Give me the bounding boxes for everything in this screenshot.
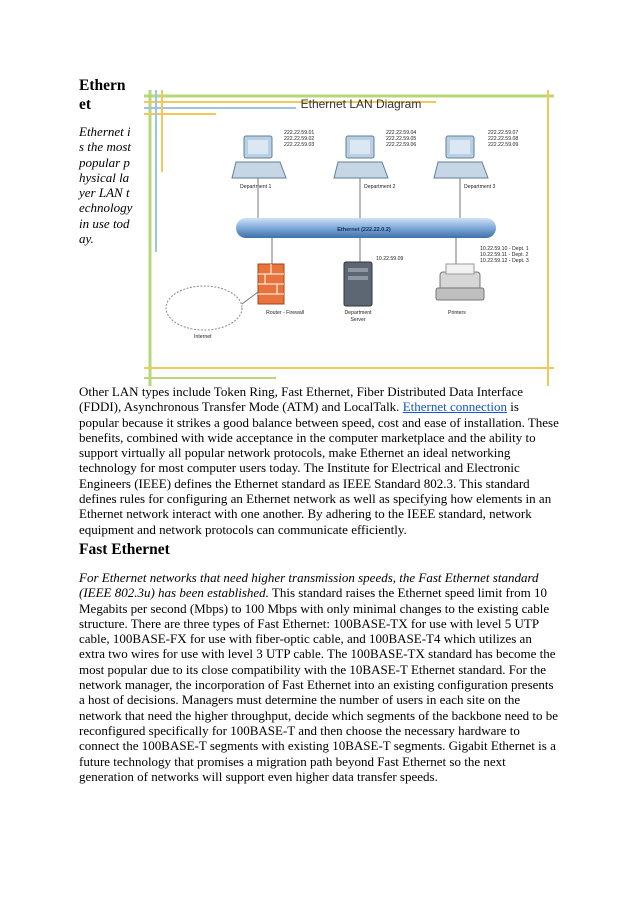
dept1-ip-1: 222.22.59.01 bbox=[284, 130, 315, 136]
dept2-ip-3: 222.22.59.06 bbox=[386, 142, 417, 148]
dept3-ip-1: 222.22.59.07 bbox=[488, 130, 519, 136]
para2-italic: For Ethernet networks that need higher transmission speeds, the Fast Ethernet standard (IEEE 802.3u) has been established. bbox=[79, 570, 539, 601]
dept1-ip-2: 222.22.59.02 bbox=[284, 136, 315, 142]
server-ip: 10.22.59.09 bbox=[376, 256, 404, 262]
backbone-label: Ethernet (222.22.0.2) bbox=[337, 227, 391, 233]
printer-ip-2: 10.22.59.11 - Dept. 2 bbox=[480, 252, 529, 258]
dept3-ip-3: 222.22.59.09 bbox=[488, 142, 519, 148]
diagram-title: Ethernet LAN Diagram bbox=[300, 97, 422, 111]
router-label: Router - Firewall bbox=[266, 310, 305, 316]
heading-ethernet: Ethernet bbox=[79, 77, 126, 113]
server-icon bbox=[344, 262, 372, 306]
dept2-ip-1: 222.22.59.04 bbox=[386, 130, 417, 136]
printers-label: Printers bbox=[448, 310, 466, 316]
ethernet-lan-diagram bbox=[136, 82, 560, 392]
internet-label: Internet bbox=[194, 334, 212, 340]
dept3-ip-2: 222.22.59.08 bbox=[488, 136, 519, 142]
printer-ip-1: 10.22.59.10 - Dept. 1 bbox=[480, 246, 529, 252]
intro-rest-text: Other LAN types include Token Ring, Fast Ethernet, Fiber Distributed Data Interface (FDDI), Asynchronous Transfer Mode (ATM) and LocalTalk. bbox=[79, 384, 523, 415]
intro-italic: Ethernet is the most popular physical layer LAN technology in use today. bbox=[79, 124, 133, 247]
internet-cloud-icon bbox=[166, 286, 242, 330]
dept1-label: Department 1 bbox=[240, 184, 272, 190]
para2-rest-text: This standard raises the Ethernet speed limit from 10 Megabits per second (Mbps) to 100 Mbps with only minimal changes to the existing cable structure. There are three types of Fast Ethernet: 100BASE-TX for use with level 5 UTP cable, 100BASE-FX for use with fiber-optic cable, and 100BASE-T4 which utilizes an extra two wires for use with level 3 UTP cable. The 100BASE-TX standard has become the most popular due to its close compatibility with the 10BASE-T Ethernet standard. For the network manager, the incorporation of Fast Ethernet into an existing configuration presents a host of decisions. Managers must determine the number of users in each site on the network that need the higher throughput, decide which segments of the backbone need to be reconfigured specifically for 100BASE-T and then choose the necessary hardware to connect the 100BASE-T segments with existing 10BASE-T segments. Gigabit Ethernet is a future technology that promises a migration path beyond Fast Ethernet so the next generation of networks will support even higher data transfer speeds. bbox=[79, 585, 559, 784]
fast-ethernet-paragraph bbox=[79, 570, 561, 784]
printer-ip-3: 10.22.59.12 - Dept. 3 bbox=[480, 258, 529, 264]
dept3-label: Department 3 bbox=[464, 184, 496, 190]
dept2-label: Department 2 bbox=[364, 184, 396, 190]
server-label-1: Department bbox=[344, 310, 372, 316]
heading-fast-ethernet: Fast Ethernet bbox=[79, 541, 170, 558]
dept2-ip-2: 222.22.59.05 bbox=[386, 136, 417, 142]
ethernet-connection-link[interactable]: Ethernet connection bbox=[402, 399, 508, 415]
para1-rest-text: is popular because it strikes a good balance between speed, cost and ease of installation. These benefits, combined with wide acceptance in the computer marketplace and the ability to support virtually all popular network protocols, make Ethernet an ideal networking technology for most computer users today. The Institute for Electrical and Electronic Engineers (IEEE) defines the Ethernet standard as IEEE Standard 802.3. This standard defines rules for configuring an Ethernet network as well as specifying how elements in an Ethernet network interact with one another. By adhering to the IEEE standard, network equipment and network protocols can communicate efficiently. bbox=[79, 399, 559, 537]
dept1-ip-3: 222.22.59.03 bbox=[284, 142, 315, 148]
firewall-icon bbox=[258, 264, 284, 304]
intro-sidebar-text bbox=[79, 124, 134, 246]
ethernet-paragraph bbox=[79, 384, 561, 537]
server-label-2: Server bbox=[350, 317, 366, 323]
